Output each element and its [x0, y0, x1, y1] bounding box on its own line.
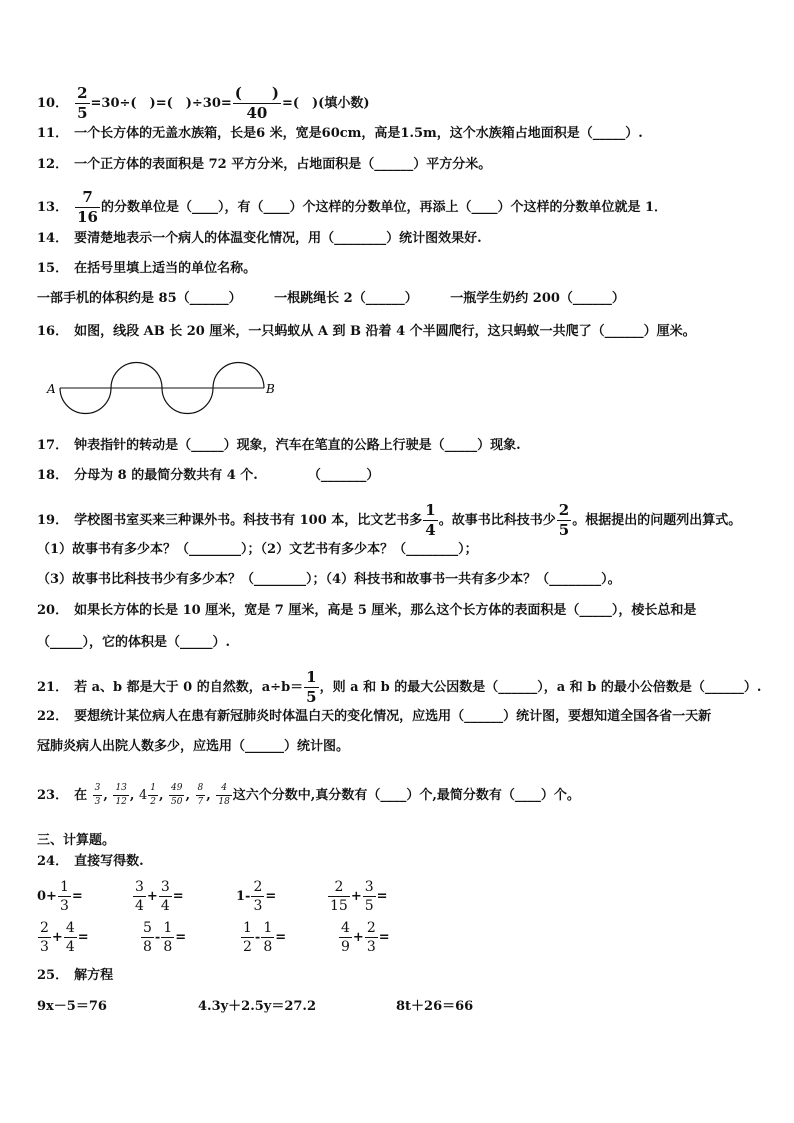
question-25: 25． 解方程: [37, 968, 114, 983]
equation-3: 8t＋26＝66: [396, 999, 474, 1014]
fraction: $\frac{7}{16}$: [77, 188, 98, 226]
question-22: 22． 要想统计某位病人在患有新冠肺炎时体温白天的变化情况，应选用（______）统计图，要想知道全国各省一天新: [37, 709, 712, 724]
fraction: $\frac{8}{7}$: [197, 783, 204, 807]
point-a-label: A: [47, 382, 56, 396]
question-15-items: 一部手机的体积约是 85（______） 一根跳绳长 2（______） 一瓶学生奶约 200（______）: [37, 291, 625, 306]
question-number: 10．: [37, 96, 69, 111]
question-22-cont: 冠肺炎病人出院人数多少，应选用（______）统计图。: [37, 739, 350, 754]
fraction: $\frac{13}{12}$: [115, 783, 127, 807]
question-17: 17． 钟表指针的转动是（_____）现象，汽车在笔直的公路上行驶是（_____）现象.: [37, 438, 521, 453]
question-21: 21． 若 a、b 都是大于 0 的自然数，a÷b＝ $\frac{1}{5}$ ，则 a 和 b 的最大公因数是（______），a 和 b 的最小公倍数是（______）.: [37, 668, 762, 706]
question-14: 14． 要清楚地表示一个病人的体温变化情况，用（________）统计图效果好.: [37, 231, 482, 246]
calc-item: $\frac{2}{3}$ + $\frac{4}{4}$ =: [40, 920, 89, 955]
fraction: $\frac{3}{3}$: [94, 783, 101, 807]
question-19-sub2: （3）故事书比科技书少有多少本？（________）；（4）科技书和故事书一共有多少本？（________）。: [37, 572, 621, 587]
fraction: $\frac{1}{4}$: [425, 501, 436, 539]
fraction: $\frac{1}{5}$: [306, 668, 317, 706]
calc-item: $\frac{2}{15}$ + $\frac{3}{5}$ =: [330, 879, 388, 914]
question-16: 16． 如图，线段 AB 长 20 厘米，一只蚂蚁从 A 到 B 沿着 4 个半圆爬行，这只蚂蚁一共爬了（______）厘米。: [37, 324, 696, 339]
fraction: $\frac{2}{5}$: [77, 84, 88, 122]
fraction: $\frac{2}{5}$: [558, 501, 570, 539]
fraction: $\frac{49}{50}$: [171, 783, 183, 807]
question-18: 18． 分母为 8 的最简分数共有 4 个. （_______）: [37, 468, 380, 483]
question-20-cont: （_____），它的体积是（_____）.: [37, 635, 231, 650]
calc-item: $\frac{3}{4}$ + $\frac{3}{4}$ =: [135, 879, 184, 914]
semicircle-diagram: [44, 358, 284, 418]
question-20: 20． 如果长方体的长是 10 厘米，宽是 7 厘米，高是 5 厘米，那么这个长方体的表面积是（_____），棱长总和是: [37, 603, 697, 618]
fraction: $\frac{4}{18}$: [218, 783, 230, 807]
question-12: 12． 一个正方体的表面积是 72 平方分米，占地面积是（______）平方分米。: [37, 157, 492, 172]
calc-item: 1- $\frac{2}{3}$ =: [236, 879, 277, 914]
equation-1: 9x－5＝76: [37, 999, 107, 1014]
fraction: $\frac{( )}{40}$: [234, 84, 279, 122]
question-23: 23． 在 $\frac{3}{3}$ , $\frac{13}{12}$ , 4 $\frac{1}{2}$ , $\frac{49}{50}$ , $\frac{8}{7}$ , $\frac{4}{18}$ 这六个分数中,真分数有（____）个,最简分数有（____）个。: [37, 783, 580, 807]
calc-item: $\frac{5}{8}$ - $\frac{1}{8}$ =: [143, 920, 187, 955]
equation-2: 4.3y＋2.5y＝27.2: [198, 999, 317, 1014]
calc-item: $\frac{1}{2}$ - $\frac{1}{8}$ =: [243, 920, 287, 955]
question-13: 13． $\frac{7}{16}$ 的分数单位是（____），有（____）个这样的分数单位，再添上（____）个这样的分数单位就是 1．: [37, 188, 668, 226]
point-b-label: B: [266, 382, 275, 396]
question-19: 19． 学校图书室买来三种课外书。科技书有 100 本，比文艺书多 $\frac{1}{4}$ 。故事书比科技书少 $\frac{2}{5}$ 。根据提出的问题列出算式。: [37, 501, 742, 539]
section-title: 三、计算题。: [37, 833, 116, 848]
question-15: 15． 在括号里填上适当的单位名称。: [37, 261, 257, 276]
question-10: 10． $\frac{2}{5}$ =30÷( )=( )÷30= $\frac{( )}{40}$ =( )(填小数): [37, 84, 370, 122]
question-11: 11． 一个长方体的无盖水族箱，长是6 米，宽是60cm，高是1.5m，这个水族箱占地面积是（_____）.: [37, 126, 643, 141]
question-24: 24． 直接写得数.: [37, 854, 144, 869]
calc-item: 0+ $\frac{1}{3}$ =: [37, 879, 83, 914]
calc-item: $\frac{4}{9}$ + $\frac{2}{3}$ =: [341, 920, 390, 955]
fraction: $\frac{1}{2}$: [150, 783, 156, 807]
question-19-sub1: （1）故事书有多少本？（________）；（2）文艺书有多少本？（________）；: [37, 542, 478, 557]
